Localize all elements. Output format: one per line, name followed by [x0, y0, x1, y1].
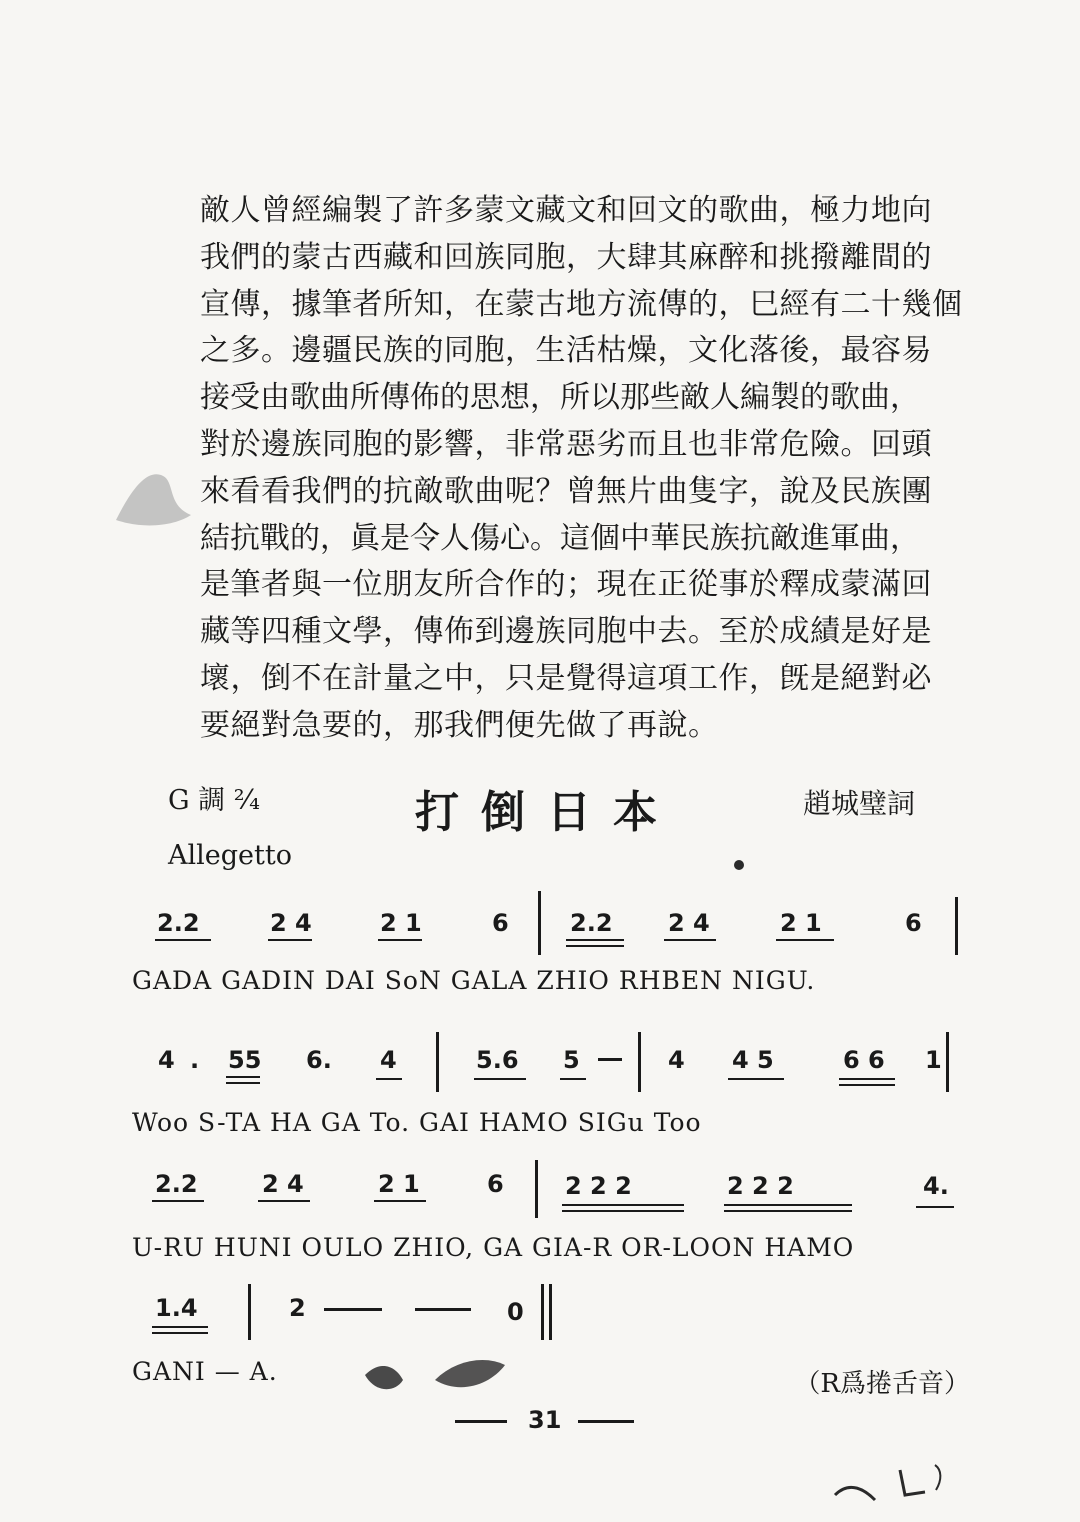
barline [535, 1160, 538, 1218]
note-group: 5.6 [476, 1046, 519, 1074]
prose-line: 藏等四種文學，傳佈到邊族同胞中去。至於成績是好是 [200, 614, 932, 650]
barline [638, 1032, 641, 1092]
underline [560, 1078, 586, 1080]
notation-row-4 [0, 1290, 1080, 1350]
underline [374, 1200, 426, 1202]
note-group: 4. [923, 1172, 949, 1200]
note-group: 4 5 [732, 1046, 774, 1074]
dash [324, 1308, 382, 1311]
prose-line: 是筆者與一位朋友所合作的；現在正從事於釋成蒙滿回 [200, 567, 932, 603]
prose-line: 接受由歌曲所傳佈的思想，所以那些敵人編製的歌曲， [200, 380, 920, 416]
lyricist-credit: 趙城璧詞 [803, 787, 916, 820]
underline [474, 1078, 526, 1080]
note-group: 2 4 [668, 909, 710, 937]
note-group: 2 1 [380, 909, 422, 937]
underline [776, 939, 834, 941]
note-group: 2 1 [780, 909, 822, 937]
underline [562, 1204, 684, 1206]
barline [436, 1032, 439, 1092]
note-group: 2 2 2 [727, 1172, 794, 1200]
underline [268, 939, 312, 941]
underline [566, 939, 624, 941]
note-group: 2 4 [270, 909, 312, 937]
note-group: 2 [289, 1294, 306, 1322]
note-group: 2 2 2 [565, 1172, 632, 1200]
song-title: 打倒日本 [415, 787, 679, 838]
barline [955, 897, 958, 955]
note-group: 2 4 [262, 1170, 304, 1198]
underline [152, 1332, 208, 1334]
prose-line: 我們的蒙古西藏和回族同胞，大肆其麻醉和挑撥離間的 [200, 239, 932, 275]
note-group: 2.2 [155, 1170, 198, 1198]
ink-smudge [106, 460, 206, 540]
note-group: 5 [563, 1046, 580, 1074]
note-group: 6 [905, 909, 922, 937]
page-number-rule [578, 1420, 634, 1423]
prose-line: 壞，倒不在計量之中，只是覺得這項工作，旣是絕對必 [200, 660, 932, 696]
note-group: 6. [306, 1046, 332, 1074]
underline [839, 1078, 895, 1080]
note-group: 2 1 [378, 1170, 420, 1198]
note-group: 2.2 [157, 909, 200, 937]
notation-row-2 [0, 1040, 1080, 1100]
barline [946, 1032, 949, 1092]
underline [152, 1326, 208, 1328]
underline [226, 1082, 260, 1084]
notation-row-1 [0, 905, 1080, 965]
underline [562, 1210, 684, 1212]
lyric-line-2: Woo S-TA HA GA To. GAI HAMO SIGu Too [132, 1108, 702, 1137]
note-group: 6 6 [843, 1046, 885, 1074]
underline [376, 1078, 402, 1080]
note-group: 0 [507, 1298, 524, 1326]
note-group: 6 [492, 909, 509, 937]
barline [541, 1284, 544, 1340]
ink-smudge [355, 1345, 515, 1405]
note-group: 4 [380, 1046, 397, 1074]
underline [258, 1200, 310, 1202]
lyric-line-3: U-RU HUNI OULO ZHIO, GA GIA-R OR-LOON HAMO [132, 1233, 855, 1262]
barline [248, 1284, 251, 1340]
ink-spot [732, 858, 746, 872]
tempo-marking: Allegetto [168, 840, 292, 871]
note-group: 4 [158, 1046, 175, 1074]
prose-line: 敵人曾經編製了許多蒙文藏文和回文的歌曲，極力地向 [200, 193, 932, 228]
note-group: 4 [668, 1046, 685, 1074]
underline [378, 939, 422, 941]
note-group: 1.4 [155, 1294, 198, 1322]
prose-line: 對於邊族同胞的影響，非常惡劣而且也非常危險。回頭 [200, 426, 932, 462]
key-signature: G 調 ²⁄₄ [168, 785, 260, 816]
underline [152, 1200, 204, 1202]
note-group: 1 [925, 1046, 942, 1074]
prose-line: 要絕對急要的，那我們便先做了再說。 [200, 707, 719, 743]
note-group: 6 [487, 1170, 504, 1198]
ink-smudge [830, 1450, 960, 1510]
dash [415, 1308, 471, 1311]
barline [549, 1284, 552, 1340]
page-number-rule [455, 1420, 507, 1423]
pronunciation-note: （R爲捲舌音） [794, 1369, 970, 1399]
underline [839, 1084, 895, 1086]
underline [724, 1210, 852, 1212]
lyric-line-4: GANI — A. [132, 1357, 278, 1386]
underline [566, 945, 624, 947]
notation-row-3 [0, 1166, 1080, 1226]
prose-line: 結抗戰的，眞是令人傷心。這個中華民族抗敵進軍曲， [200, 520, 920, 556]
lyric-line-1: GADA GADIN DAI SoN GALA ZHIO RHBEN NIGU. [132, 966, 816, 995]
underline [155, 939, 211, 941]
underline [664, 939, 716, 941]
prose-line: 來看看我們的抗敵歌曲呢？曾無片曲隻字，說及民族團 [200, 473, 932, 509]
page-number: 31 [528, 1406, 562, 1434]
note-group: . [190, 1046, 200, 1074]
prose-line: 宣傳，據筆者所知，在蒙古地方流傳的，巳經有二十幾個 [200, 286, 963, 322]
underline [724, 1204, 852, 1206]
underline [728, 1078, 784, 1080]
dash [598, 1058, 622, 1061]
note-group: 2.2 [570, 909, 613, 937]
barline [538, 891, 541, 955]
note-group: 55 [228, 1046, 262, 1074]
prose-line: 之多。邊疆民族的同胞，生活枯燥，文化落後，最容易 [200, 333, 932, 369]
underline [916, 1206, 954, 1208]
underline [226, 1076, 260, 1078]
